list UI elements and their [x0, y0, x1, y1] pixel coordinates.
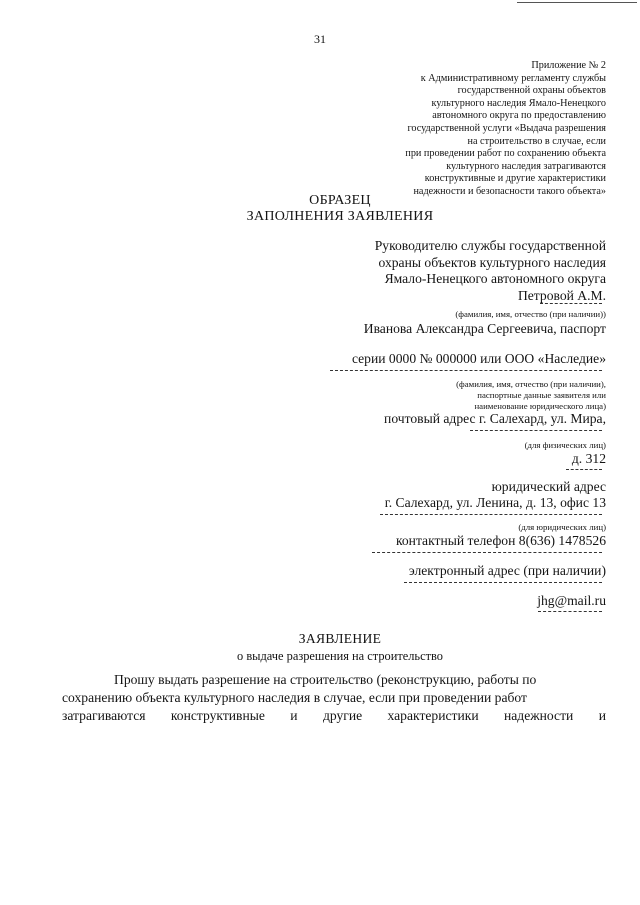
underline: [470, 430, 602, 431]
caption-individuals: (для физических лиц): [524, 440, 606, 450]
caption-fio: (фамилия, имя, отчество (при наличии)): [455, 309, 606, 319]
word: и: [290, 708, 298, 723]
statement-subtitle: о выдаче разрешения на строительство: [237, 649, 443, 663]
appendix-line: конструктивные и другие характеристики: [424, 173, 606, 185]
underline: [566, 469, 602, 470]
caption-legal: (для юридических лиц): [518, 522, 606, 532]
caption-passport-2: паспортные данные заявителя или: [477, 390, 606, 400]
underline: [380, 514, 602, 515]
statement-paragraph-line: Прошу выдать разрешение на строительство (реконструкцию, работы по: [114, 672, 537, 687]
addressee-block: [300, 238, 606, 304]
appendix-line: государственной услуги «Выдача разрешения: [407, 122, 606, 134]
statement-paragraph-line: сохранению объекта культурного наследия в случае, если при проведении работ: [62, 690, 527, 705]
legal-address-value: г. Салехард, ул. Ленина, д. 13, офис 13: [384, 495, 606, 510]
sample-heading: ОБРАЗЕЦ: [309, 193, 371, 208]
word: характеристики: [387, 708, 479, 723]
underline: [372, 552, 602, 553]
postal-house: д. 312: [571, 451, 606, 466]
appendix-line: культурного наследия затрагиваются: [446, 160, 606, 172]
statement-title: ЗАЯВЛЕНИЕ: [298, 631, 382, 646]
word: конструктивные: [170, 708, 265, 723]
addressee-line: Петровой А.М.: [517, 287, 606, 303]
appendix-line: при проведении работ по сохранению объекта: [405, 148, 606, 160]
caption-passport-1: (фамилия, имя, отчество (при наличии),: [456, 379, 606, 389]
appendix-line: на строительство в случае, если: [467, 135, 606, 147]
appendix-line: государственной охраны объектов: [457, 85, 606, 97]
applicant-name: Иванова Александра Сергеевича, паспорт: [363, 321, 606, 336]
appendix-line: культурного наследия Ямало-Ненецкого: [431, 97, 606, 109]
addressee-line: охраны объектов культурного наследия: [378, 254, 606, 270]
underline: [538, 611, 602, 612]
appendix-note: [330, 60, 606, 199]
appendix-line: к Административному регламенту службы: [420, 72, 606, 84]
appendix-line: надежности и безопасности такого объекта»: [413, 185, 606, 197]
caption-passport-3: наименование юридического лица): [474, 401, 606, 411]
scan-edge-line: [517, 2, 637, 3]
applicant-series: серии 0000 № 000000 или ООО «Наследие»: [351, 351, 606, 366]
addressee-line: Руководителю службы государственной: [374, 238, 606, 253]
underline: [404, 582, 602, 583]
email-value: jhg@mail.ru: [537, 593, 606, 608]
appendix-line: Приложение № 2: [531, 60, 606, 71]
word: затрагиваются: [62, 708, 146, 723]
underline: [330, 370, 602, 371]
page-number: 31: [314, 32, 326, 46]
word: другие: [322, 708, 363, 723]
appendix-line: автономного округа по предоставлению: [432, 110, 606, 122]
email-label: электронный адрес (при наличии): [408, 563, 606, 578]
sample-subheading: ЗАПОЛНЕНИЯ ЗАЯВЛЕНИЯ: [246, 209, 434, 224]
contact-phone: контактный телефон 8(636) 1478526: [395, 533, 606, 548]
legal-address-label: юридический адрес: [491, 479, 606, 494]
statement-paragraph-line: [62, 708, 606, 724]
underline: [540, 303, 602, 304]
word: надежности: [504, 708, 574, 723]
word: и: [598, 708, 606, 723]
addressee-line: Ямало-Ненецкого автономного округа: [384, 271, 606, 286]
postal-address: почтовый адрес г. Салехард, ул. Мира,: [384, 411, 606, 426]
